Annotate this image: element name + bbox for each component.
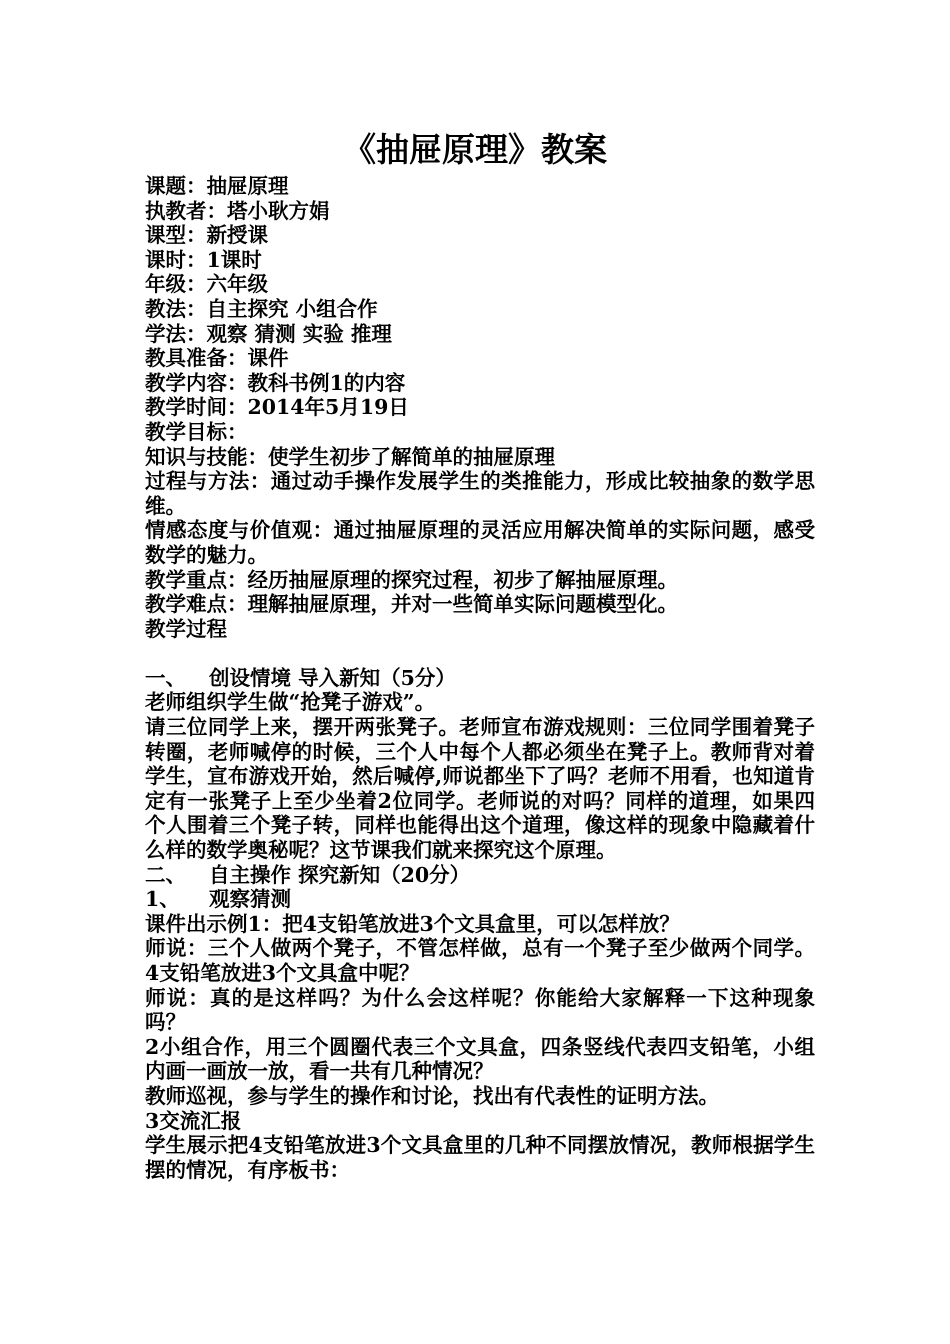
- section2-title: 自主操作 探究新知（20分）: [209, 862, 471, 887]
- section1-title: 创设情境 导入新知（5分）: [209, 665, 456, 690]
- section2-paragraph-5: 教师巡视，参与学生的操作和讨论，找出有代表性的证明方法。: [145, 1083, 719, 1108]
- meta-content: 教学内容：教科书例1的内容: [145, 370, 406, 395]
- section2-paragraph-4: 2小组合作，用三个圆圈代表三个文具盒，四条竖线代表四支铅笔，小组内画一画放一放，看一共有几种情况？: [145, 1034, 815, 1084]
- section2-paragraph-2: 师说：三个人做两个凳子，不管怎样做，总有一个凳子至少做两个同学。4支铅笔放进3个文具盒中呢？: [145, 936, 815, 985]
- section2-paragraph-1: 课件出示例1：把4支铅笔放进3个文具盒里，可以怎样放？: [145, 911, 680, 936]
- meta-duration: 课时：1课时: [145, 247, 262, 272]
- section2-paragraph-6: 3交流汇报: [145, 1108, 242, 1133]
- section2-sub1-number: 1、: [145, 887, 180, 912]
- difficulty: 教学难点：理解抽屉原理，并对一些简单实际问题模型化。: [145, 592, 678, 617]
- meta-date: 教学时间：2014年5月19日: [145, 395, 409, 420]
- goal-knowledge: 知识与技能：使学生初步了解简单的抽屉原理: [145, 444, 555, 469]
- page-title: 《抽屉原理》教案: [343, 130, 607, 169]
- section1-heading: [145, 666, 815, 691]
- section2-paragraph-3: 师说：真的是这样吗？为什么会这样呢？你能给大家解释一下这种现象吗？: [145, 985, 815, 1035]
- meta-learning-method: 学法：观察 猜测 实验 推理: [145, 321, 392, 346]
- process-heading: 教学过程: [145, 616, 227, 641]
- meta-teaching-method: 教法：自主探究 小组合作: [145, 296, 378, 321]
- section1-paragraph-2: 请三位同学上来，摆开两张凳子。老师宣布游戏规则：三位同学围着凳子转圈，老师喊停的时候，三个人中每个人都必须坐在凳子上。教师背对着学生，宣布游戏开始，然后喊停,师说都坐下了吗？老师不用看，也知道肯定有一张凳子上至少坐着2位同学。老师说的对吗？同样的道理，如果四个人围着三个凳子转，同样也能得出这个道理，像这样的现象中隐藏着什么样的数学奥秘呢？这节课我们就来探究这个原理。: [145, 715, 815, 863]
- goal-emotion: 情感态度与价值观：通过抽屉原理的灵活应用解决简单的实际问题，感受数学的魅力。: [145, 518, 815, 567]
- section1-paragraph-1: 老师组织学生做“抢凳子游戏”。: [145, 690, 436, 715]
- meta-teacher: 执教者：塔小耿方娟: [145, 198, 330, 223]
- section2-number: 二、: [145, 862, 186, 887]
- key-point: 教学重点：经历抽屉原理的探究过程，初步了解抽屉原理。: [145, 567, 678, 592]
- section2-sub1-heading: [145, 887, 815, 912]
- section2-heading: [145, 863, 815, 888]
- meta-lesson-type: 课型：新授课: [145, 223, 268, 248]
- goal-process: 过程与方法：通过动手操作发展学生的类推能力，形成比较抽象的数学思维。: [145, 469, 815, 518]
- meta-goals-heading: 教学目标：: [145, 419, 248, 444]
- meta-teaching-aids: 教具准备：课件: [145, 346, 289, 371]
- document-body: [145, 174, 815, 1182]
- section1-number: 一、: [145, 665, 186, 690]
- section2-paragraph-7: 学生展示把4支铅笔放进3个文具盒里的几种不同摆放情况，教师根据学生摆的情况，有序板书：: [145, 1133, 815, 1182]
- section2-sub1-title: 观察猜测: [209, 887, 291, 912]
- meta-grade: 年级：六年级: [145, 272, 268, 297]
- blank-line: [145, 641, 815, 666]
- meta-subject: 课题：抽屉原理: [145, 174, 289, 198]
